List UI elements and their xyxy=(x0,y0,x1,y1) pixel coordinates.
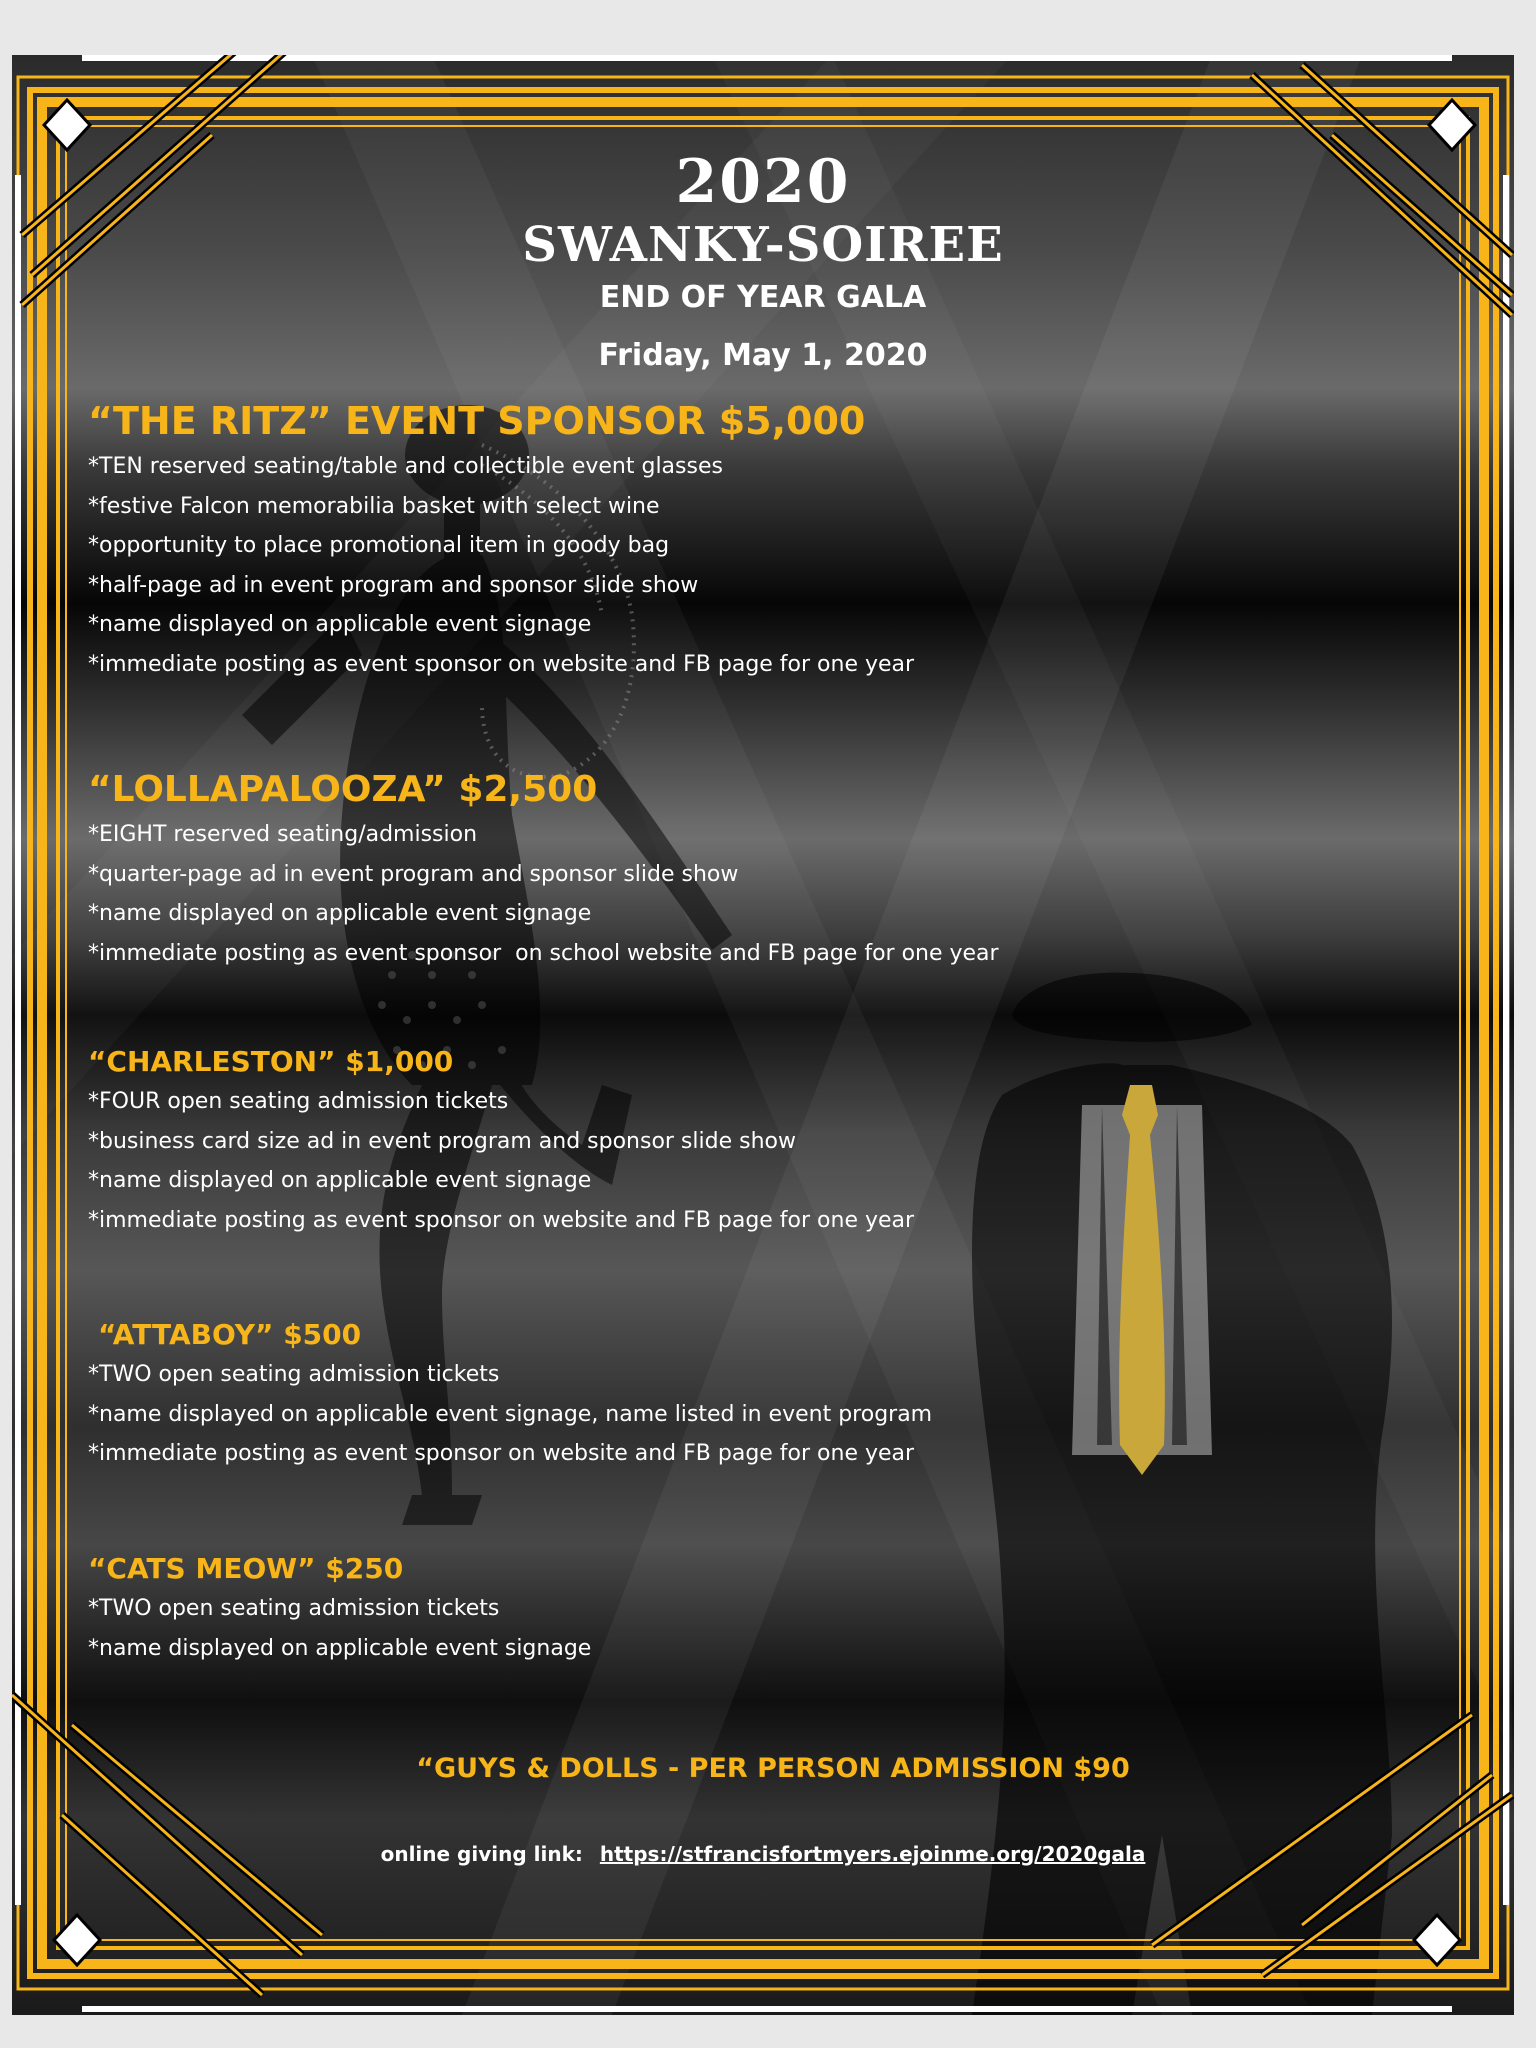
tier-benefit: *name displayed on applicable event signage xyxy=(88,1168,592,1194)
event-subtitle: END OF YEAR GALA xyxy=(599,280,927,315)
event-year: 2020 xyxy=(675,147,851,217)
event-title: SWANKY-SOIREE xyxy=(522,217,1004,273)
tier-benefit: *name displayed on applicable event signage, name listed in event program xyxy=(88,1401,933,1427)
tier-benefit: *festive Falcon memorabilia basket with select wine xyxy=(88,493,660,519)
giving-label: online giving link: xyxy=(380,1842,583,1866)
event-date: Friday, May 1, 2020 xyxy=(598,338,928,373)
sponsor-tier-attaboy xyxy=(88,1315,1388,1474)
tier-title: “THE RITZ” EVENT SPONSOR $5,000 xyxy=(88,399,866,443)
tier-benefit: *immediate posting as event sponsor on website and FB page for one year xyxy=(88,1441,915,1467)
gala-flyer xyxy=(12,55,1514,2015)
admission-price xyxy=(12,1753,1514,1784)
tier-benefit: *TWO open seating admission tickets xyxy=(88,1362,500,1387)
tier-title: “LOLLAPALOOZA” $2,500 xyxy=(88,769,598,810)
tier-benefit: *half-page ad in event program and sponsor slide show xyxy=(88,572,699,598)
flyer-content xyxy=(12,55,1514,2015)
tier-title: “ATTABOY” $500 xyxy=(98,1318,362,1351)
sponsor-tier-charleston xyxy=(88,1042,1388,1240)
giving-link-row xyxy=(12,1842,1514,1866)
tier-benefit: *name displayed on applicable event signage xyxy=(88,612,592,638)
tier-benefit: *TEN reserved seating/table and collectible event glasses xyxy=(88,454,723,479)
sponsor-tier-cats-meow xyxy=(88,1549,1388,1668)
tier-title: “CATS MEOW” $250 xyxy=(88,1552,404,1585)
tier-benefit: *immediate posting as event sponsor on website and FB page for one year xyxy=(88,651,915,677)
tier-benefit: *business card size ad in event program and sponsor slide show xyxy=(88,1128,796,1154)
sponsor-tier-ritz xyxy=(88,395,1388,685)
admission-text: “GUYS & DOLLS - PER PERSON ADMISSION $90 xyxy=(416,1753,1130,1784)
tier-benefit: *name displayed on applicable event signage xyxy=(88,1635,592,1661)
tier-benefit: *TWO open seating admission tickets xyxy=(88,1596,500,1621)
giving-link[interactable]: https://stfrancisfortmyers.ejoinme.org/2020gala xyxy=(599,1842,1146,1866)
tier-benefit: *EIGHT reserved seating/admission xyxy=(88,822,478,847)
tier-title: “CHARLESTON” $1,000 xyxy=(88,1045,454,1078)
tier-benefit: *immediate posting as event sponsor on school website and FB page for one year xyxy=(88,940,999,966)
tier-benefit: *immediate posting as event sponsor on website and FB page for one year xyxy=(88,1207,915,1233)
tier-benefit: *name displayed on applicable event signage xyxy=(88,901,592,927)
tier-benefit: *FOUR open seating admission tickets xyxy=(88,1089,509,1114)
tier-benefit: *opportunity to place promotional item in goody bag xyxy=(88,533,670,559)
tier-benefit: *quarter-page ad in event program and sponsor slide show xyxy=(88,861,739,887)
sponsor-tier-lollapalooza xyxy=(88,765,1388,973)
